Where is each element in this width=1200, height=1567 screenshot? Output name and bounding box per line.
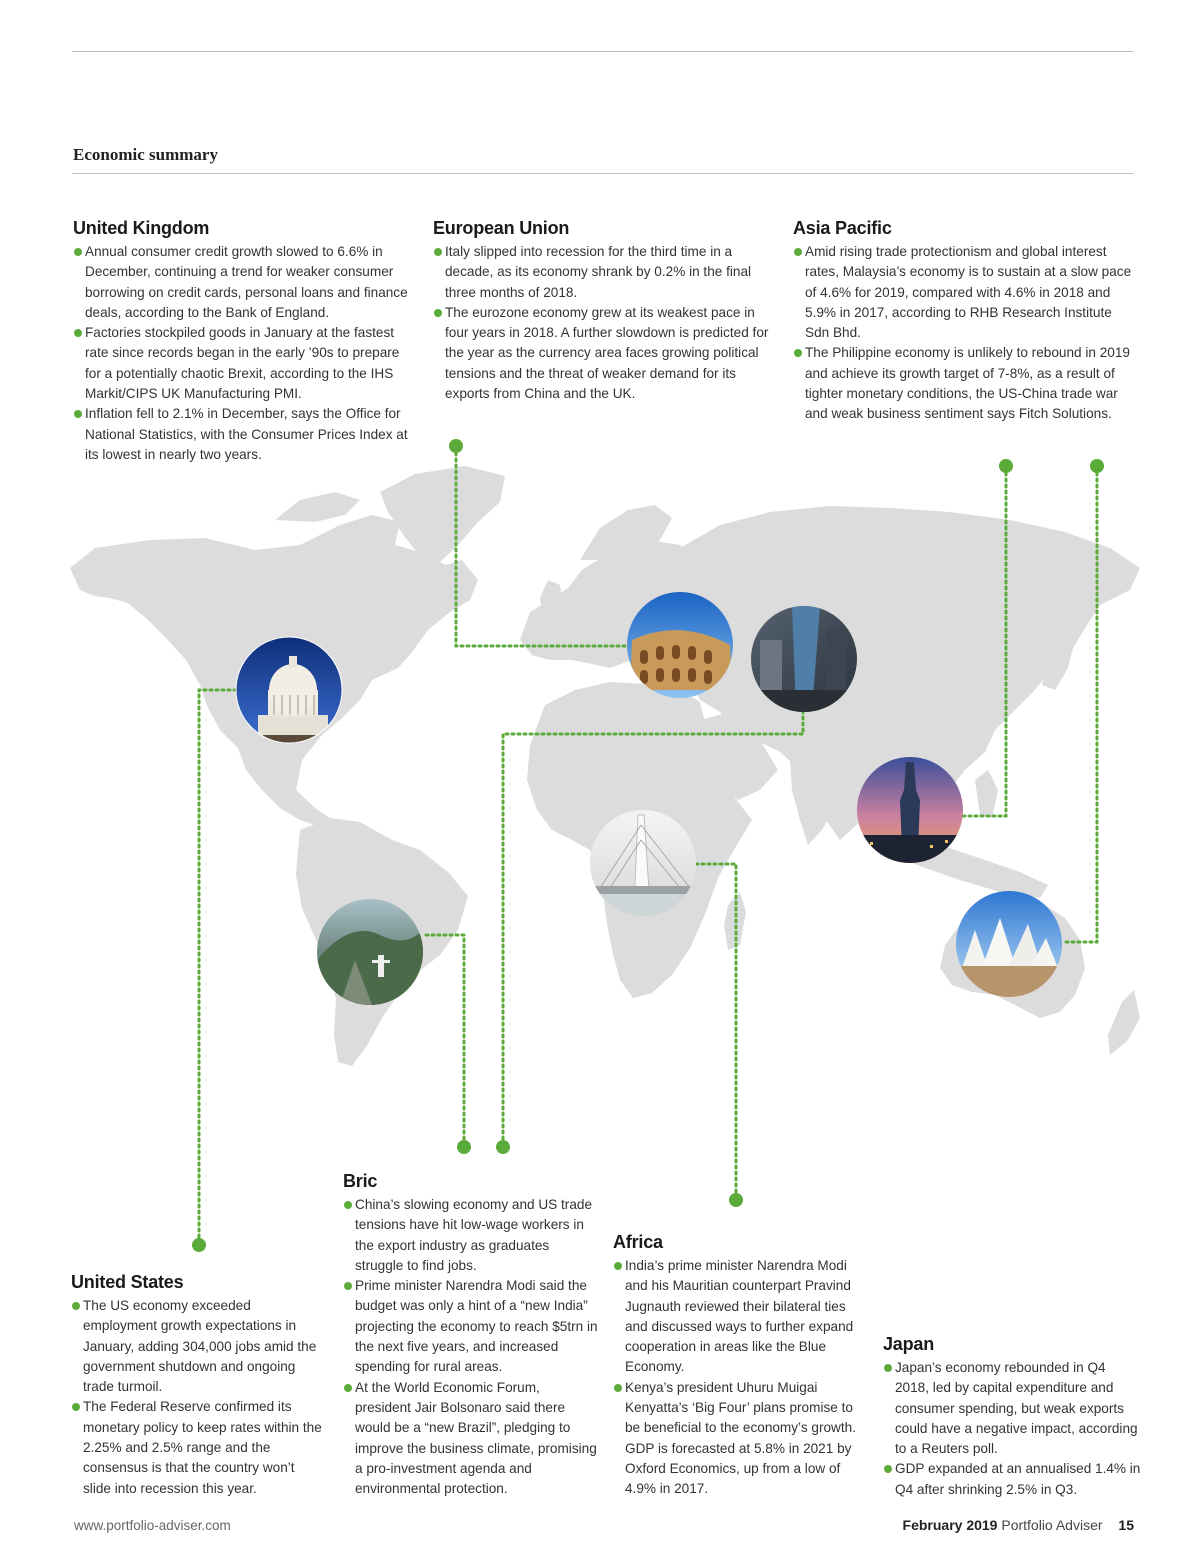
list-item: Japan’s economy rebounded in Q4 2018, led by capital expenditure and consumer spending, but weak exports could have a negative impact, according to a Reuters poll.: [883, 1358, 1143, 1459]
footer-issue-info: [903, 1517, 1134, 1533]
photo-city-skyline: [751, 606, 857, 712]
dot-bric-2: [496, 1140, 510, 1154]
europe-shape: [520, 540, 700, 668]
dot-eu: [449, 439, 463, 453]
africa-shape: [527, 682, 752, 998]
list-item: The eurozone economy grew at its weakest pace in four years in 2018. A further slowdown is predicted for the year as the currency area faces growing political tensions and the threat of weaker demand for its exports from China and the UK.: [433, 303, 778, 404]
asia-shape: [680, 506, 1140, 840]
list-item: Italy slipped into recession for the third time in a decade, as its economy shrank by 0.2% in the final three months of 2018.: [433, 242, 778, 303]
list-item: China’s slowing economy and US trade tensions have hit low-wage workers in the export industry as graduates struggle to find jobs.: [343, 1195, 598, 1276]
new-zealand-shape: [1108, 990, 1140, 1055]
dot-us: [192, 1238, 206, 1252]
dot-apac-2: [1090, 459, 1104, 473]
photo-sydney-opera: [956, 891, 1062, 997]
list-item: India’s prime minister Narendra Modi and his Mauritian counterpart Pravind Jugnauth reviewed their bilateral ties and discussed ways to further expand cooperation in areas like the Blue Economy.: [613, 1256, 868, 1378]
connector-africa: [696, 864, 736, 1198]
section-rule: [72, 173, 1133, 174]
list-item: At the World Economic Forum, president Jair Bolsonaro said there would be a “new Brazil”, pledging to improve the business climate, promising a pro-investment agenda and environmental protection.: [343, 1378, 598, 1500]
connector-rio: [422, 935, 464, 1145]
region-uk-title: United Kingdom: [73, 218, 210, 238]
region-apac: [793, 218, 1138, 425]
list-item: Amid rising trade protectionism and global interest rates, Malaysia’s economy is to sustain at a slow pace of 4.6% for 2019, compared with 4.6% in 2018 and 5.9% in 2017, according to RHB Research Institute Sdn Bhd.: [793, 242, 1138, 343]
photo-colosseum: [627, 592, 733, 698]
top-rule: [72, 51, 1133, 52]
photo-africa-bridge: [590, 810, 696, 916]
connector-lines: [199, 447, 1097, 1243]
arabia-shape: [700, 712, 778, 800]
photo-us-capitol: [236, 637, 342, 745]
region-apac-list: [793, 242, 1138, 425]
region-uk-list: [73, 242, 418, 465]
list-item: Inflation fell to 2.1% in December, says the Office for National Statistics, with the Consumer Prices Index at its lowest in nearly two years.: [73, 404, 418, 465]
region-us-title: United States: [71, 1272, 184, 1292]
photo-us-ring: [236, 637, 342, 743]
japan-shape: [1042, 620, 1075, 690]
connector-dots: [192, 439, 1104, 1252]
region-japan: [883, 1334, 1143, 1500]
dot-bric-1: [457, 1140, 471, 1154]
list-item: Kenya’s president Uhuru Muigai Kenyatta’s ‘Big Four’ plans promise to be beneficial to the economy’s growth. GDP is forecasted at 5.8% in 2021 by Oxford Economics, up from a low of 4.9% in 2017.: [613, 1378, 868, 1500]
region-africa-list: [613, 1256, 868, 1500]
connector-bric: [503, 712, 803, 1145]
continents: [70, 466, 1140, 1066]
list-item: The Philippine economy is unlikely to rebound in 2019 and achieve its growth target of 7-8%, as a result of tighter monetary conditions, the US-China trade war and weak business sentiment says Fitch Solutions.: [793, 343, 1138, 424]
list-item: Annual consumer credit growth slowed to 6.6% in December, continuing a trend for weaker consumer borrowing on credit cards, personal loans and finance deals, according to the Bank of England.: [73, 242, 418, 323]
dot-apac-1: [999, 459, 1013, 473]
region-africa: [613, 1232, 868, 1500]
greenland-shape: [380, 466, 505, 562]
footer-issue-date: February 2019: [902, 1517, 998, 1533]
south-america-shape: [296, 818, 468, 1066]
list-item: The US economy exceeded employment growth expectations in January, adding 304,000 jobs amid the government shutdown and ongoing trade turmoil.: [71, 1296, 326, 1397]
connector-us: [199, 690, 236, 1243]
region-bric-title: Bric: [343, 1171, 378, 1191]
region-eu: [433, 218, 778, 404]
region-bric-list: [343, 1195, 598, 1499]
australia-shape: [940, 898, 1085, 1018]
india-shape: [790, 752, 842, 845]
page-number: 15: [1118, 1517, 1134, 1533]
footer-publication: Portfolio Adviser: [1001, 1517, 1103, 1533]
indonesia-shape: [900, 840, 1048, 898]
philippines-shape: [975, 770, 998, 818]
region-japan-list: [883, 1358, 1143, 1500]
connector-apac-2: [1062, 467, 1097, 942]
list-item: GDP expanded at an annualised 1.4% in Q4 after shrinking 2.5% in Q3.: [883, 1459, 1143, 1500]
north-america-shape: [70, 515, 478, 826]
dot-africa: [729, 1193, 743, 1207]
region-bric: [343, 1171, 598, 1499]
photo-taipei: [857, 757, 963, 863]
region-eu-title: European Union: [433, 218, 570, 238]
region-uk: [73, 218, 418, 465]
uk-shape: [540, 580, 562, 618]
region-eu-list: [433, 242, 778, 404]
scandinavia-shape: [580, 505, 672, 560]
region-japan-title: Japan: [883, 1334, 935, 1354]
list-item: Prime minister Narendra Modi said the budget was only a hint of a “new India” projecting the economy to reach $5trn in the next five years, and increased spending for rural areas.: [343, 1276, 598, 1377]
list-item: The Federal Reserve confirmed its monetary policy to keep rates within the 2.25% and 2.5% range and the consensus is that the country won’t slide into recession this year.: [71, 1397, 326, 1498]
arctic-islands-shape: [275, 492, 360, 522]
connector-eu: [456, 447, 628, 646]
region-africa-title: Africa: [613, 1232, 663, 1252]
madagascar-shape: [724, 892, 746, 950]
photo-rio: [317, 899, 423, 1005]
region-apac-title: Asia Pacific: [793, 218, 892, 238]
region-us-list: [71, 1296, 326, 1499]
region-us: [71, 1272, 326, 1499]
connector-apac-1: [963, 467, 1006, 816]
section-title: Economic summary: [73, 145, 218, 164]
list-item: Factories stockpiled goods in January at the fastest rate since records began in the early ’90s to prepare for a potentially chaotic Brexit, according to the IHS Markit/CIPS UK Manufacturing PMI.: [73, 323, 418, 404]
footer-website: www.portfolio-adviser.com: [74, 1518, 231, 1533]
